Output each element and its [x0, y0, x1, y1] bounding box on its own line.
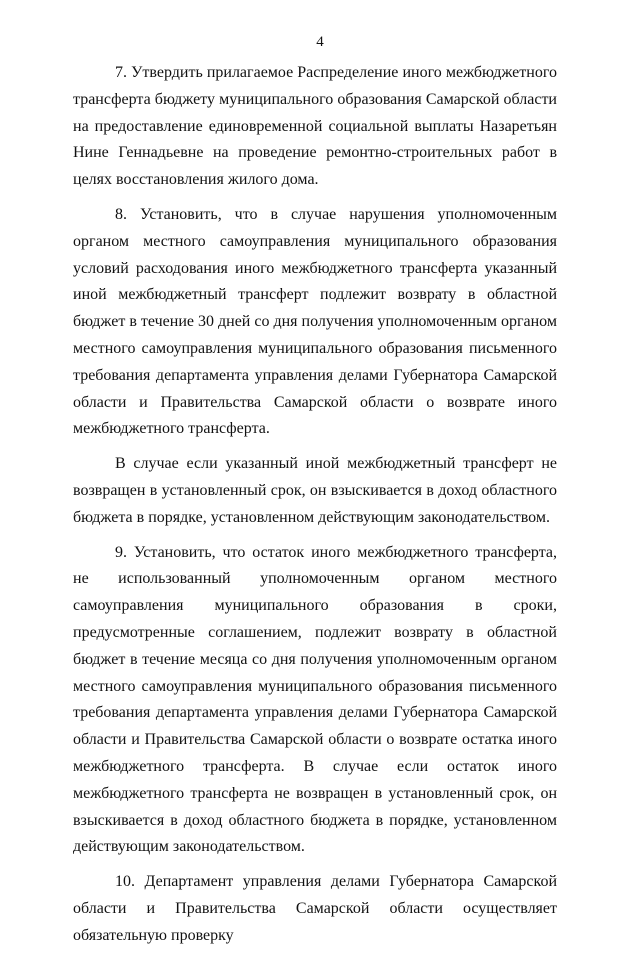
page-number: 4: [316, 34, 324, 50]
paragraph-10: 10. Департамент управления делами Губернатора Самарской области и Правительства Самарской области осуществляет обязательную проверку: [73, 873, 557, 944]
paragraph-7: 7. Утвердить прилагаемое Распределение иного межбюджетного трансферта бюджету муниципального образования Самарской области на предоставление единовременной социальной выплаты Назаретьян Нине Геннадьевне на проведение ремонтно-строительных работ в целях восстановления жилого дома.: [73, 64, 557, 189]
document-body: [73, 60, 557, 956]
paragraph-8: 8. Установить, что в случае нарушения уполномоченным органом местного самоуправления муниципального образования условий расходования иного межбюджетного трансферта указанный иной межбюджетный трансферт подлежит возврату в областной бюджет в течение 30 дней со дня получения уполномоченным органом местного самоуправления муниципального образования письменного требования департамента управления делами Губернатора Самарской области и Правительства Самарской области о возврате иного межбюджетного трансферта.: [73, 205, 557, 438]
paragraph-8-continuation: В случае если указанный иной межбюджетный трансферт не возвращен в установленный срок, он взыскивается в доход областного бюджета в порядке, установленном действующим законодательством.: [73, 455, 557, 526]
paragraph-9: 9. Установить, что остаток иного межбюджетного трансферта, не использованный уполномоченным органом местного самоуправления муниципального образования в сроки, предусмотренные соглашением, подлежит возврату в областной бюджет в течение месяца со дня получения уполномоченным органом местного самоуправления муниципального образования письменного требования департамента управления делами Губернатора Самарской области и Правительства Самарской области о возврате остатка иного межбюджетного трансферта. В случае если остаток иного межбюджетного трансферта не возвращен в установленный срок, он взыскивается в доход областного бюджета в порядке, установленном действующим законодательством.: [73, 543, 557, 856]
